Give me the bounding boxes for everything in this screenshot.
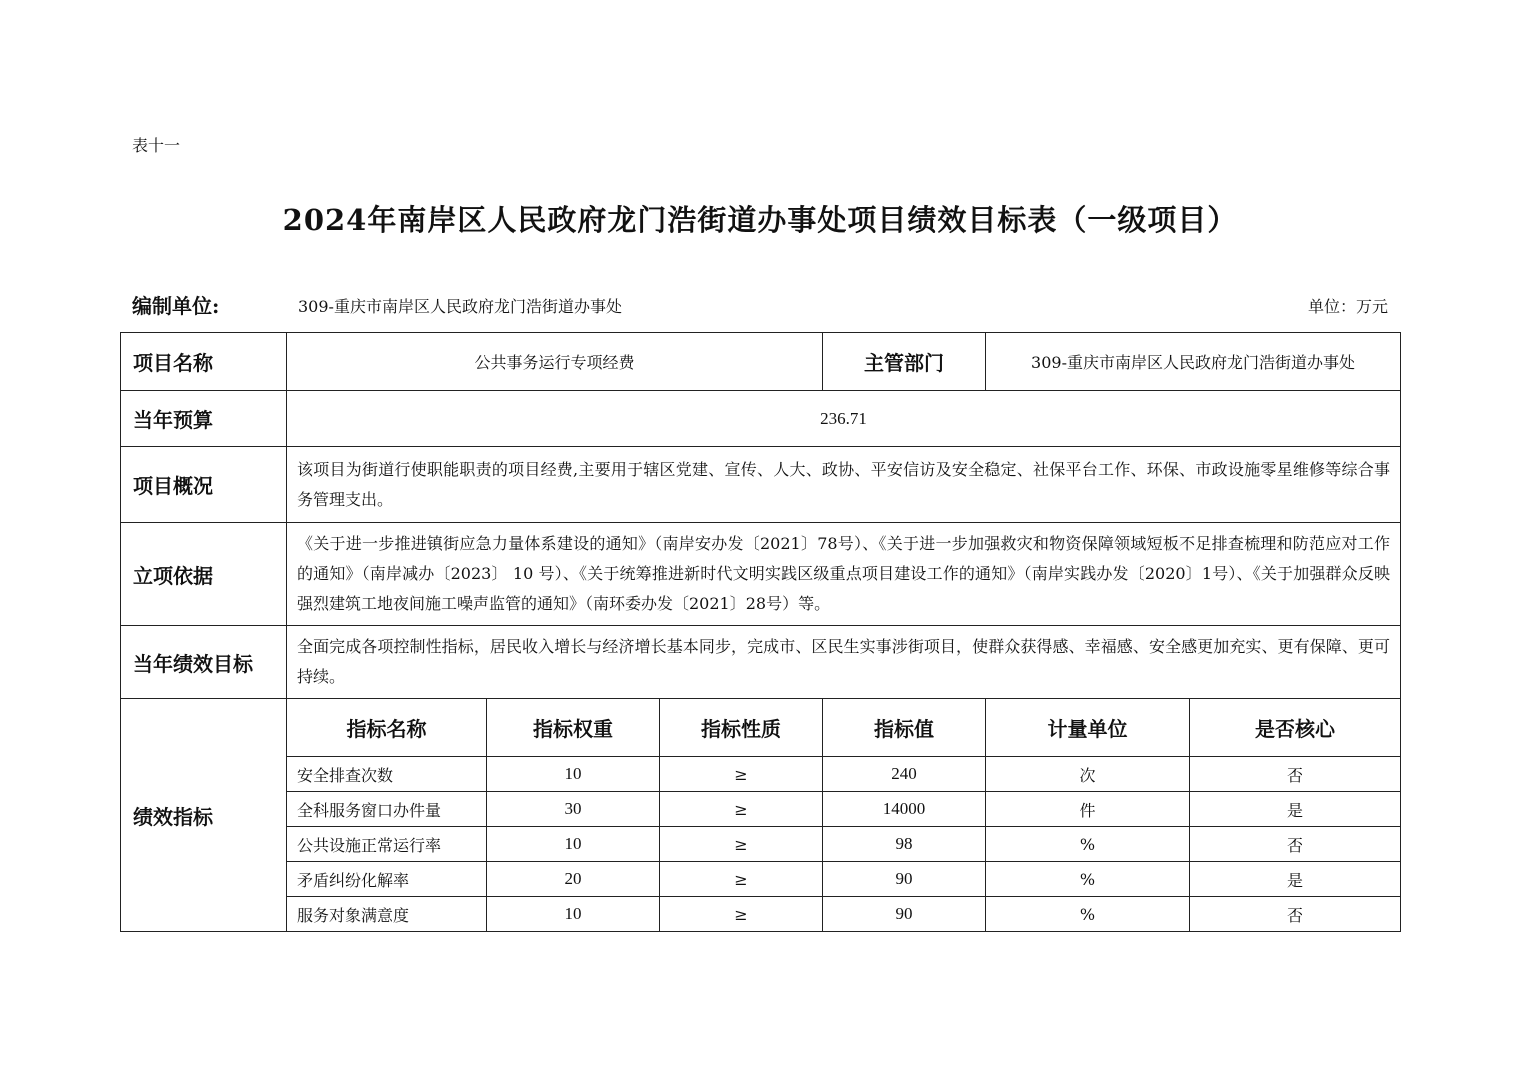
indicator-nature: ≥ [660, 757, 823, 792]
indicators-label: 绩效指标 [121, 699, 287, 932]
project-name-row [121, 333, 1401, 391]
indicator-value: 90 [823, 897, 986, 932]
indicator-core: 是 [1190, 792, 1401, 827]
budget-value: 236.71 [287, 391, 1401, 447]
indicator-weight: 30 [487, 792, 660, 827]
header-indicator-value: 指标值 [823, 699, 986, 757]
indicator-unit: % [986, 897, 1190, 932]
indicator-unit: % [986, 862, 1190, 897]
indicator-core: 否 [1190, 757, 1401, 792]
overview-label: 项目概况 [121, 447, 287, 523]
indicator-weight: 20 [487, 862, 660, 897]
indicator-value: 14000 [823, 792, 986, 827]
currency-unit: 单位：万元 [1307, 297, 1388, 316]
goal-row [121, 626, 1401, 699]
basis-value: 《关于进一步推进镇街应急力量体系建设的通知》（南岸安办发〔2021〕78号）、《关于进一步加强救灾和物资保障领域短板不足排查梳理和防范应对工作的通知》（南岸减办〔2023〕 10 号）、《关于统筹推进新时代文明实践区级重点项目建设工作的通知》（南岸实践办发〔2020〕1号）、《关于加强群众反映强烈建筑工地夜间施工噪声监管的通知》（南环委办发〔2021〕28号）等。 [287, 523, 1401, 626]
indicator-unit: % [986, 827, 1190, 862]
indicator-core: 否 [1190, 897, 1401, 932]
indicator-nature: ≥ [660, 827, 823, 862]
indicator-nature: ≥ [660, 792, 823, 827]
table-row [121, 897, 1401, 932]
indicator-name: 矛盾纠纷化解率 [287, 862, 487, 897]
table-row [121, 827, 1401, 862]
indicator-weight: 10 [487, 897, 660, 932]
indicator-weight: 10 [487, 827, 660, 862]
basis-row [121, 523, 1401, 626]
header-indicator-nature: 指标性质 [660, 699, 823, 757]
goal-value: 全面完成各项控制性指标，居民收入增长与经济增长基本同步，完成市、区民生实事涉街项目，使群众获得感、幸福感、安全感更加充实、更有保障、更可持续。 [287, 626, 1401, 699]
overview-value: 该项目为街道行使职能职责的项目经费,主要用于辖区党建、宣传、人大、政协、平安信访及安全稳定、社保平台工作、环保、市政设施零星维修等综合事务管理支出。 [287, 447, 1401, 523]
budget-row [121, 391, 1401, 447]
indicator-name: 服务对象满意度 [287, 897, 487, 932]
overview-row [121, 447, 1401, 523]
table-row [121, 862, 1401, 897]
table-row [121, 792, 1401, 827]
indicator-unit: 次 [986, 757, 1190, 792]
indicator-nature: ≥ [660, 862, 823, 897]
page-title: 2024年南岸区人民政府龙门浩街道办事处项目绩效目标表（一级项目） [282, 203, 1238, 237]
indicator-core: 否 [1190, 827, 1401, 862]
table-row [121, 757, 1401, 792]
dept-value: 309-重庆市南岸区人民政府龙门浩街道办事处 [986, 333, 1401, 391]
budget-label: 当年预算 [121, 391, 287, 447]
basis-label: 立项依据 [121, 523, 287, 626]
performance-target-table [120, 332, 1401, 932]
indicator-header-row [121, 699, 1401, 757]
table-number: 表十一 [132, 136, 181, 155]
header-indicator-name: 指标名称 [287, 699, 487, 757]
goal-label: 当年绩效目标 [121, 626, 287, 699]
project-name-value: 公共事务运行专项经费 [287, 333, 823, 391]
indicator-value: 240 [823, 757, 986, 792]
header-indicator-weight: 指标权重 [487, 699, 660, 757]
header-is-core: 是否核心 [1190, 699, 1401, 757]
indicator-name: 公共设施正常运行率 [287, 827, 487, 862]
project-name-label: 项目名称 [121, 333, 287, 391]
header-measure-unit: 计量单位 [986, 699, 1190, 757]
indicator-nature: ≥ [660, 897, 823, 932]
indicator-name: 安全排查次数 [287, 757, 487, 792]
indicator-unit: 件 [986, 792, 1190, 827]
compiling-unit-label: 编制单位: [132, 294, 220, 318]
dept-label: 主管部门 [823, 333, 986, 391]
indicator-weight: 10 [487, 757, 660, 792]
indicator-name: 全科服务窗口办件量 [287, 792, 487, 827]
indicator-value: 98 [823, 827, 986, 862]
compiling-unit-value: 309-重庆市南岸区人民政府龙门浩街道办事处 [298, 297, 622, 316]
indicator-value: 90 [823, 862, 986, 897]
indicator-core: 是 [1190, 862, 1401, 897]
